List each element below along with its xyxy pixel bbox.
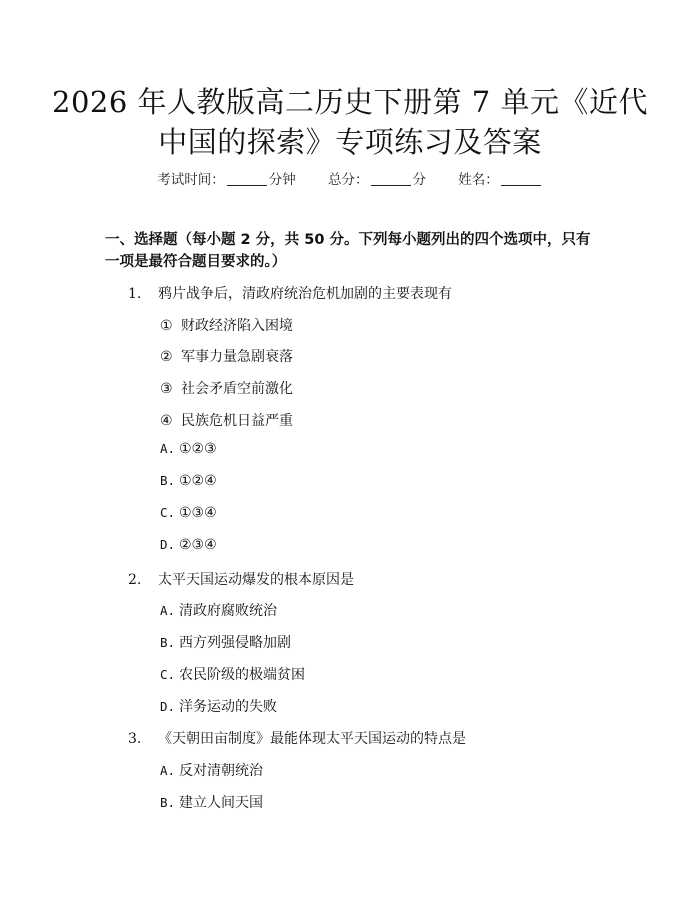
option-key: B. bbox=[160, 473, 176, 488]
statement-text: 财政经济陷入困境 bbox=[181, 318, 293, 334]
total-score-field bbox=[328, 168, 426, 188]
title-line-2: 中国的探索》专项练习及答案 bbox=[158, 125, 542, 159]
statement-mark: ③ bbox=[160, 381, 173, 397]
answer-option-a bbox=[160, 441, 217, 457]
option-text: 反对清朝统治 bbox=[179, 763, 263, 779]
document-title bbox=[40, 82, 660, 162]
option-key: A. bbox=[160, 603, 176, 618]
question-text: 《天朝田亩制度》最能体现太平天国运动的特点是 bbox=[158, 731, 466, 747]
option-text: ①②③ bbox=[179, 441, 217, 457]
exam-time-blank bbox=[227, 172, 267, 186]
statement-item bbox=[160, 410, 293, 430]
option-text: 清政府腐败统治 bbox=[179, 603, 277, 619]
option-text: 农民阶级的极端贫困 bbox=[179, 667, 305, 683]
question-number: 3. bbox=[128, 731, 142, 747]
option-key: C. bbox=[160, 667, 176, 682]
option-text: ①②④ bbox=[179, 473, 217, 489]
student-name-label: 姓名： bbox=[458, 172, 499, 188]
answer-option-a bbox=[160, 600, 277, 620]
option-text: ②③④ bbox=[179, 537, 217, 553]
option-text: 建立人间天国 bbox=[179, 795, 263, 811]
answer-option-d bbox=[160, 537, 217, 553]
option-text: 西方列强侵略加剧 bbox=[179, 635, 291, 651]
question-text: 鸦片战争后，清政府统治危机加剧的主要表现有 bbox=[158, 286, 452, 302]
title-line-1: 2026 年人教版高二历史下册第 7 单元《近代 bbox=[52, 85, 648, 119]
total-score-unit: 分 bbox=[412, 172, 426, 188]
option-key: A. bbox=[160, 441, 176, 456]
question-number: 1. bbox=[128, 286, 142, 302]
option-key: D. bbox=[160, 699, 176, 714]
option-text: 洋务运动的失败 bbox=[179, 699, 277, 715]
answer-option-b bbox=[160, 632, 291, 652]
exam-time-field bbox=[157, 168, 296, 188]
option-key: C. bbox=[160, 505, 176, 520]
option-key: D. bbox=[160, 537, 176, 552]
statement-item bbox=[160, 315, 293, 335]
answer-option-b bbox=[160, 792, 263, 812]
statement-item bbox=[160, 346, 293, 366]
option-key: B. bbox=[160, 635, 176, 650]
question-number: 2. bbox=[128, 572, 142, 588]
student-name-blank bbox=[501, 172, 541, 186]
answer-option-a bbox=[160, 760, 263, 780]
question-text: 太平天国运动爆发的根本原因是 bbox=[158, 572, 354, 588]
exam-time-unit: 分钟 bbox=[268, 172, 296, 188]
total-score-label: 总分： bbox=[328, 172, 369, 188]
exam-time-label: 考试时间： bbox=[157, 172, 225, 188]
student-name-field bbox=[458, 168, 543, 188]
question-2 bbox=[128, 569, 354, 589]
question-3 bbox=[128, 728, 466, 748]
answer-option-b bbox=[160, 473, 217, 489]
section-heading: 一、选择题（每小题 2 分，共 50 分。下列每小题列出的四个选项中，只有一项是最符合题目要求的。） bbox=[105, 232, 591, 270]
option-text: ①③④ bbox=[179, 505, 217, 521]
statement-mark: ② bbox=[160, 349, 173, 365]
statement-item bbox=[160, 378, 293, 398]
statement-text: 军事力量急剧衰落 bbox=[181, 349, 293, 365]
statement-text: 社会矛盾空前激化 bbox=[181, 381, 293, 397]
statement-mark: ④ bbox=[160, 413, 173, 429]
option-key: A. bbox=[160, 763, 176, 778]
statement-mark: ① bbox=[160, 318, 173, 334]
statement-text: 民族危机日益严重 bbox=[181, 413, 293, 429]
answer-option-c bbox=[160, 664, 305, 684]
answer-option-c bbox=[160, 505, 217, 521]
total-score-blank bbox=[371, 172, 411, 186]
option-key: B. bbox=[160, 795, 176, 810]
question-1 bbox=[128, 283, 452, 303]
exam-meta bbox=[0, 168, 700, 188]
answer-option-d bbox=[160, 696, 277, 716]
